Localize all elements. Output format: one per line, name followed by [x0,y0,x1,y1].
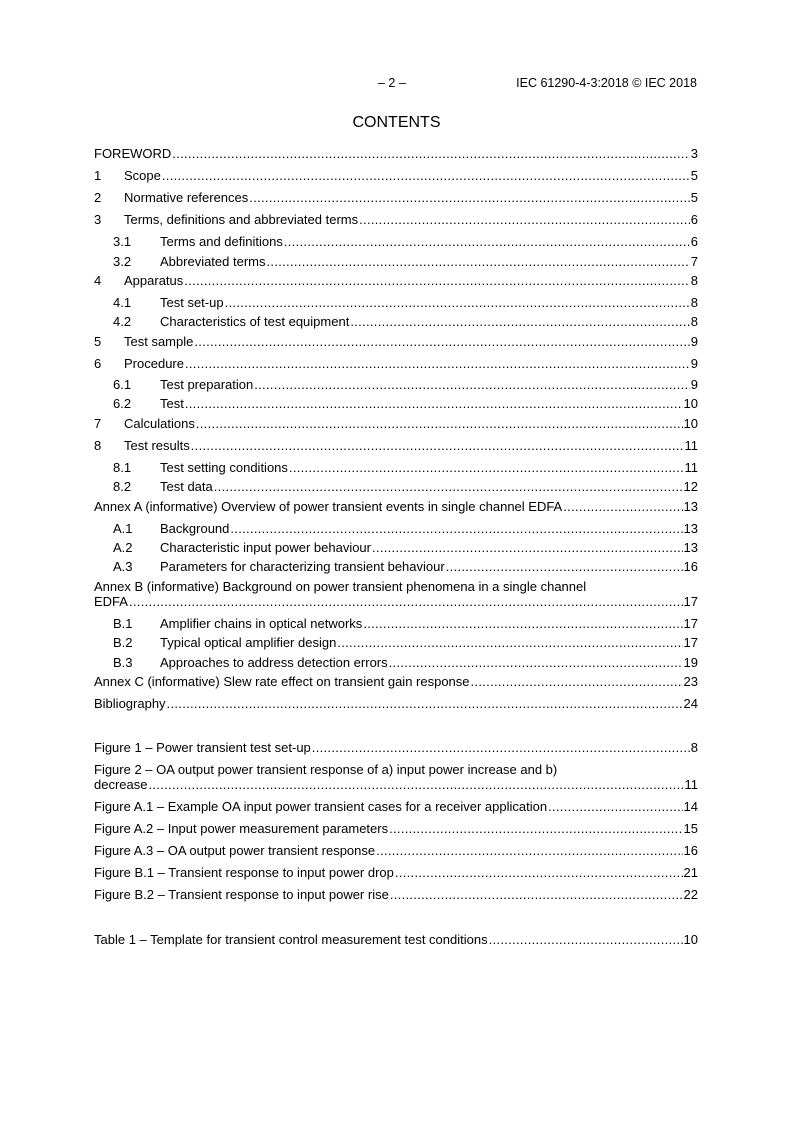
toc-entry-2[interactable]: 2 Normative references ..... 5 [94,190,698,205]
toc-entry-1[interactable]: 1 Scope ..... 5 [94,168,698,183]
toc-entry-8-1[interactable]: 8.1 Test setting conditions ..... 11 [94,460,698,475]
toc-entry-a-1[interactable]: A.1 Background ..... 13 [94,521,698,536]
figure-entry-b-2[interactable]: Figure B.2 – Transient response to input power rise ..... 22 [94,887,698,902]
figure-entry-2[interactable]: Figure 2 – OA output power transient response of a) input power increase and b) decrease ..... 11 [94,762,698,792]
page-header [0,76,793,92]
toc-entry-5[interactable]: 5 Test sample ..... 9 [94,334,698,349]
toc-entry-a-2[interactable]: A.2 Characteristic input power behaviour ..... 13 [94,540,698,555]
toc-entry-8[interactable]: 8 Test results ..... 11 [94,438,698,453]
toc-entry-3-2[interactable]: 3.2 Abbreviated terms ..... 7 [94,254,698,269]
figure-entry-1[interactable]: Figure 1 – Power transient test set-up ..... 8 [94,740,698,755]
toc-entry-6[interactable]: 6 Procedure ..... 9 [94,356,698,371]
figure-entry-a-3[interactable]: Figure A.3 – OA output power transient response ..... 16 [94,843,698,858]
toc-entry-8-2[interactable]: 8.2 Test data ..... 12 [94,479,698,494]
table-entry-1[interactable]: Table 1 – Template for transient control measurement test conditions ..... 10 [94,932,698,947]
toc-entry-4[interactable]: 4 Apparatus ..... 8 [94,273,698,288]
toc-entry-3-1[interactable]: 3.1 Terms and definitions ..... 6 [94,234,698,249]
page-title: CONTENTS [352,114,441,131]
figure-entry-a-2[interactable]: Figure A.2 – Input power measurement parameters ..... 15 [94,821,698,836]
toc-entry-7[interactable]: 7 Calculations ..... 10 [94,416,698,431]
standard-reference: IEC 61290-4-3:2018 © IEC 2018 [516,76,697,90]
toc-entry-annex-b[interactable]: Annex B (informative) Background on power transient phenomena in a single channel EDFA ..... 17 [94,579,698,609]
toc-entry-bibliography[interactable]: Bibliography ..... 24 [94,696,698,711]
toc-entry-annex-c[interactable]: Annex C (informative) Slew rate effect on transient gain response ..... 23 [94,674,698,689]
toc-entry-b-1[interactable]: B.1 Amplifier chains in optical networks ..... 17 [94,616,698,631]
toc-entry-4-1[interactable]: 4.1 Test set-up ..... 8 [94,295,698,310]
toc-entry-6-1[interactable]: 6.1 Test preparation ..... 9 [94,377,698,392]
toc-entry-b-2[interactable]: B.2 Typical optical amplifier design ..... 17 [94,635,698,650]
toc-entry-foreword[interactable]: FOREWORD ..... 3 [94,146,698,161]
toc-entry-a-3[interactable]: A.3 Parameters for characterizing transient behaviour ..... 16 [94,559,698,574]
toc-entry-4-2[interactable]: 4.2 Characteristics of test equipment ..... 8 [94,314,698,329]
toc-entry-annex-a[interactable]: Annex A (informative) Overview of power transient events in single channel EDFA ..... 13 [94,499,698,514]
page-number: – 2 – [378,76,406,90]
figure-entry-a-1[interactable]: Figure A.1 – Example OA input power transient cases for a receiver application ..... 14 [94,799,698,814]
toc-entry-6-2[interactable]: 6.2 Test ..... 10 [94,396,698,411]
figure-entry-b-1[interactable]: Figure B.1 – Transient response to input power drop ..... 21 [94,865,698,880]
toc-entry-3[interactable]: 3 Terms, definitions and abbreviated terms ..... 6 [94,212,698,227]
toc-entry-b-3[interactable]: B.3 Approaches to address detection errors ..... 19 [94,655,698,670]
